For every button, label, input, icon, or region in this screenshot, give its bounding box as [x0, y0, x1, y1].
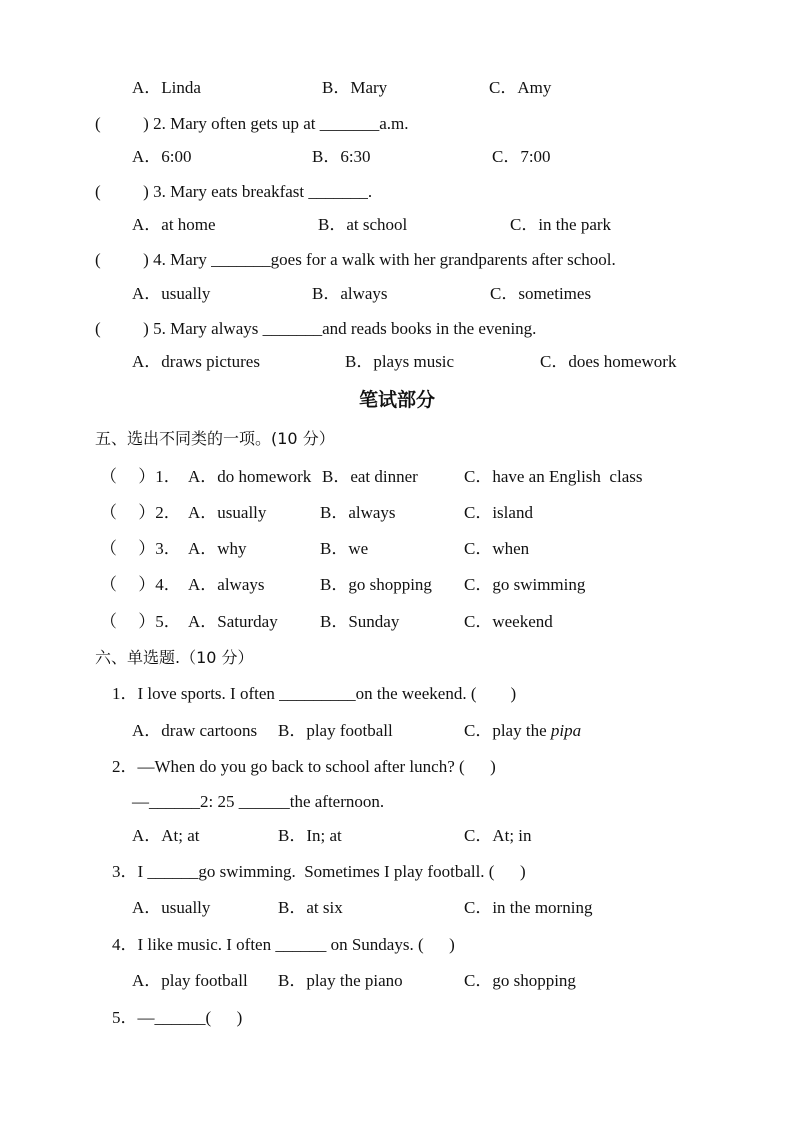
- s6-q2-option-a: A．At; at: [132, 826, 200, 845]
- s5-q5-option-a: A．Saturday: [188, 612, 278, 631]
- s6-q4-option-b: B．play the piano: [278, 971, 403, 990]
- l-q5-stem: ( ) 5. Mary always _______and reads books in the evening.: [95, 319, 537, 338]
- written-part-title: 笔试部分: [358, 389, 435, 411]
- l-q3-option-c: C．in the park: [510, 215, 612, 234]
- s5-q2-option-c: C．island: [464, 503, 533, 522]
- l-q3-option-a: A．at home: [132, 215, 216, 234]
- s5-q1-number: （ ）1．: [100, 467, 181, 486]
- s6-q3-stem: 3．I ______go swimming. Sometimes I play football. ( ): [112, 862, 526, 881]
- s6-q1-option-b: B．play football: [278, 721, 393, 740]
- s6-q3-option-c: C．in the morning: [464, 898, 593, 917]
- s5-q4-number: （ ）4．: [100, 575, 181, 594]
- l-q2-option-b: B．6:30: [312, 147, 371, 166]
- l-q5-option-b: B．plays music: [345, 352, 455, 371]
- s5-q4-option-a: A．always: [188, 575, 265, 594]
- s6-q4-stem: 4．I like music. I often ______ on Sundays. ( ): [112, 935, 455, 954]
- s6-q3-option-b: B．at six: [278, 898, 343, 917]
- s6-q1-option-a: A．draw cartoons: [132, 721, 258, 740]
- l-q2-option-c: C．7:00: [492, 147, 551, 166]
- l-q2-option-a: A．6:00: [132, 147, 192, 166]
- l-q1-option-b: B．Mary: [322, 78, 388, 97]
- l-q3-stem: ( ) 3. Mary eats breakfast _______.: [95, 182, 373, 201]
- s6-q2-stem: 2．—When do you go back to school after lunch? ( ): [112, 757, 496, 776]
- s6-q4-option-a: A．play football: [132, 971, 248, 990]
- s5-q3-number: （ ）3．: [100, 539, 181, 558]
- s6-q2-option-b: B．In; at: [278, 826, 342, 845]
- s5-q3-option-a: A．why: [188, 539, 247, 558]
- l-q5-option-a: A．draws pictures: [132, 352, 260, 371]
- s5-q4-option-c: C．go swimming: [464, 575, 586, 594]
- s5-q5-option-b: B．Sunday: [320, 612, 400, 631]
- l-q1-option-a: A．Linda: [132, 78, 201, 97]
- l-q4-option-c: C．sometimes: [490, 284, 592, 303]
- s5-q5-option-c: C．weekend: [464, 612, 553, 631]
- section6-title: 六、单选题.（10 分）: [95, 648, 254, 667]
- l-q1-option-c: C．Amy: [489, 78, 552, 97]
- s5-q3-option-c: C．when: [464, 539, 530, 558]
- s6-q2-stem2: —______2: 25 ______the afternoon.: [132, 792, 385, 811]
- s6-q1-option-c: [464, 721, 581, 741]
- s5-q2-option-a: A．usually: [188, 503, 267, 522]
- l-q4-option-b: B．always: [312, 284, 388, 303]
- s6-q1-stem: 1．I love sports. I often _________on the weekend. ( ): [112, 684, 517, 703]
- s5-q1-option-b: B．eat dinner: [322, 467, 418, 486]
- s5-q4-option-b: B．go shopping: [320, 575, 432, 594]
- s5-q1-option-c: C．have an English class: [464, 467, 643, 486]
- s6-q2-option-c: C．At; in: [464, 826, 532, 845]
- l-q4-option-a: A．usually: [132, 284, 211, 303]
- l-q3-option-b: B．at school: [318, 215, 408, 234]
- s6-q5-stem: 5．—______( ): [112, 1008, 243, 1027]
- l-q2-stem: ( ) 2. Mary often gets up at _______a.m.: [95, 114, 409, 133]
- s6-q3-option-a: A．usually: [132, 898, 211, 917]
- s5-q2-number: （ ）2．: [100, 503, 181, 522]
- s5-q3-option-b: B．we: [320, 539, 369, 558]
- section5-title: 五、选出不同类的一项。(10 分）: [95, 429, 335, 448]
- s5-q5-number: （ ）5．: [100, 612, 181, 631]
- s6-q1-option-c-italic: pipa: [550, 721, 582, 740]
- s5-q2-option-b: B．always: [320, 503, 396, 522]
- s6-q1-option-c-text: C．play the: [464, 721, 551, 740]
- s6-q4-option-c: C．go shopping: [464, 971, 576, 990]
- l-q4-stem: ( ) 4. Mary _______goes for a walk with her grandparents after school.: [95, 250, 616, 269]
- s5-q1-option-a: A．do homework: [188, 467, 312, 486]
- l-q5-option-c: C．does homework: [540, 352, 677, 371]
